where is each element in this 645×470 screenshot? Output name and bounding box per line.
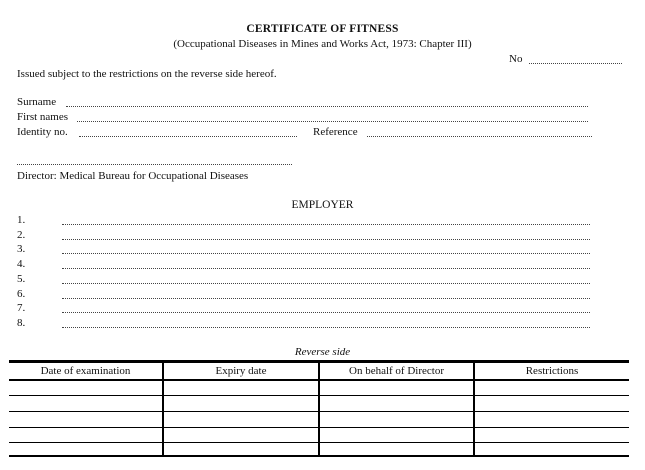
column-header-restrictions: Restrictions: [525, 365, 579, 377]
certificate-title: CERTIFICATE OF FITNESS: [246, 23, 399, 35]
column-header-on-behalf-of-director: On behalf of Director: [349, 365, 444, 377]
employer-line-3[interactable]: [62, 253, 590, 254]
table-cell[interactable]: [320, 443, 473, 457]
number-field[interactable]: [529, 63, 622, 64]
table-cell[interactable]: [164, 428, 318, 442]
employer-line-5[interactable]: [62, 283, 590, 284]
surname-field[interactable]: [66, 106, 588, 107]
table-cell[interactable]: [320, 428, 473, 442]
identity-number-label: Identity no.: [17, 126, 68, 138]
table-cell[interactable]: [475, 412, 629, 426]
table-cell[interactable]: [164, 412, 318, 426]
employer-number-3: 3.: [17, 243, 26, 255]
table-cell[interactable]: [164, 381, 318, 395]
restrictions-notice: Issued subject to the restrictions on the reverse side hereof.: [17, 68, 277, 80]
table-cell[interactable]: [320, 412, 473, 426]
employer-line-7[interactable]: [62, 312, 590, 313]
table-cell[interactable]: [9, 443, 162, 457]
table-cell[interactable]: [9, 412, 162, 426]
employer-line-8[interactable]: [62, 327, 590, 328]
director-signature-field[interactable]: [17, 164, 292, 165]
employer-number-4: 4.: [17, 258, 26, 270]
director-caption: Director: Medical Bureau for Occupational Diseases: [17, 170, 249, 182]
surname-label: Surname: [17, 96, 57, 108]
table-cell[interactable]: [9, 428, 162, 442]
employer-line-6[interactable]: [62, 298, 590, 299]
table-cell[interactable]: [475, 428, 629, 442]
employer-number-8: 8.: [17, 317, 26, 329]
first-names-field[interactable]: [77, 121, 588, 122]
employer-number-6: 6.: [17, 288, 26, 300]
employer-line-2[interactable]: [62, 239, 590, 240]
column-header-date-of-examination: Date of examination: [40, 365, 131, 377]
employer-line-4[interactable]: [62, 268, 590, 269]
table-cell[interactable]: [320, 381, 473, 395]
employer-number-7: 7.: [17, 302, 26, 314]
employer-line-1[interactable]: [62, 224, 590, 225]
column-header-expiry-date: Expiry date: [215, 365, 267, 377]
number-label: No: [509, 53, 523, 65]
act-subtitle: (Occupational Diseases in Mines and Works Act, 1973: Chapter III): [173, 38, 472, 50]
reverse-side-table: [9, 360, 629, 457]
employer-number-5: 5.: [17, 273, 26, 285]
table-cell[interactable]: [320, 396, 473, 410]
first-names-label: First names: [17, 111, 69, 123]
table-cell[interactable]: [164, 443, 318, 457]
reference-field[interactable]: [367, 136, 592, 137]
table-cell[interactable]: [9, 396, 162, 410]
identity-number-field[interactable]: [79, 136, 297, 137]
table-cell[interactable]: [475, 443, 629, 457]
employer-number-2: 2.: [17, 229, 26, 241]
employer-heading: EMPLOYER: [291, 199, 354, 211]
table-cell[interactable]: [164, 396, 318, 410]
reference-label: Reference: [313, 126, 358, 138]
table-cell[interactable]: [475, 396, 629, 410]
employer-number-1: 1.: [17, 214, 26, 226]
table-cell[interactable]: [9, 381, 162, 395]
reverse-side-label: Reverse side: [294, 346, 351, 358]
table-cell[interactable]: [475, 381, 629, 395]
